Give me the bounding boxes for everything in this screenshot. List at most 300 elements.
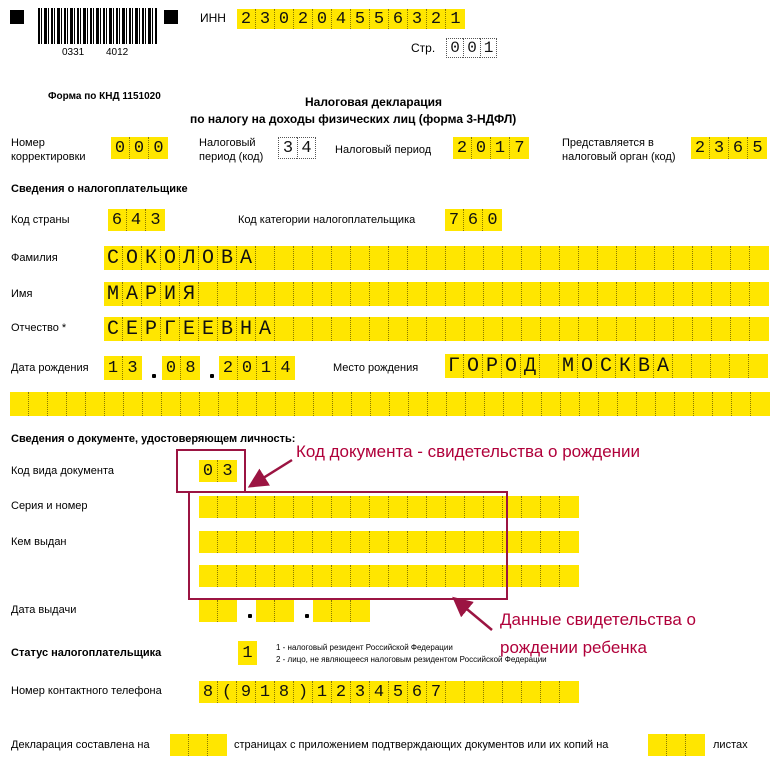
field-cell: 5 — [370, 9, 389, 29]
taxpayer-section-title: Сведения о налогоплательщике — [11, 183, 188, 195]
field-cell: О — [464, 354, 483, 378]
field-cell: 3 — [710, 137, 729, 159]
patronymic-label: Отчество * — [11, 322, 67, 334]
field-cell — [351, 317, 370, 341]
field-cell: 0 — [463, 38, 480, 58]
name-field[interactable] — [104, 282, 769, 306]
field-cell: Р — [142, 317, 161, 341]
field-cell: 5 — [351, 9, 370, 29]
field-cell — [541, 496, 560, 518]
field-cell — [466, 392, 485, 416]
field-cell — [29, 392, 48, 416]
correction-label-2: корректировки — [11, 151, 86, 163]
tax-period-label: Налоговый период — [335, 144, 432, 156]
field-cell: О — [199, 246, 218, 270]
field-cell — [238, 392, 257, 416]
field-cell: 7 — [427, 681, 446, 703]
field-cell: М — [104, 282, 123, 306]
issue-year-field[interactable] — [313, 600, 370, 622]
field-cell — [693, 282, 712, 306]
field-cell: В — [635, 354, 654, 378]
field-cell — [636, 246, 655, 270]
field-cell — [693, 246, 712, 270]
field-cell — [503, 317, 522, 341]
field-cell: 0 — [275, 9, 294, 29]
surname-field[interactable] — [104, 246, 769, 270]
phone-field[interactable] — [199, 681, 579, 703]
field-cell — [370, 246, 389, 270]
issue-month-field[interactable] — [256, 600, 294, 622]
field-cell: Е — [199, 317, 218, 341]
field-cell — [10, 392, 29, 416]
field-cell: Р — [483, 354, 502, 378]
field-cell — [465, 681, 484, 703]
field-cell — [561, 392, 580, 416]
field-cell: Н — [237, 317, 256, 341]
field-cell — [428, 392, 447, 416]
field-cell — [189, 734, 208, 756]
date-separator — [305, 614, 309, 618]
field-cell — [732, 392, 751, 416]
field-cell — [218, 282, 237, 306]
field-cell — [275, 600, 294, 622]
field-cell — [105, 392, 124, 416]
field-cell — [522, 681, 541, 703]
field-cell — [503, 282, 522, 306]
field-cell — [636, 282, 655, 306]
field-cell — [522, 565, 541, 587]
field-cell — [712, 282, 731, 306]
field-cell — [503, 681, 522, 703]
field-cell — [522, 531, 541, 553]
authority-label-1: Представляется в — [562, 137, 654, 149]
field-cell: 2 — [691, 137, 710, 159]
field-cell — [617, 317, 636, 341]
field-cell — [541, 282, 560, 306]
field-cell — [541, 681, 560, 703]
certificate-arrow — [456, 600, 492, 630]
field-cell — [181, 392, 200, 416]
field-cell — [351, 282, 370, 306]
footer-text-1: Декларация составлена на — [11, 739, 150, 751]
field-cell — [751, 392, 770, 416]
field-cell: 0 — [238, 356, 257, 380]
field-cell: 1 — [313, 681, 332, 703]
field-cell: 0 — [313, 9, 332, 29]
field-cell: 7 — [445, 209, 464, 231]
field-cell — [560, 531, 579, 553]
field-cell — [313, 246, 332, 270]
birth-day-field[interactable] — [104, 356, 142, 380]
field-cell — [694, 392, 713, 416]
field-cell: Г — [161, 317, 180, 341]
inn-label: ИНН — [200, 11, 226, 25]
category-code-label: Код категории налогоплательщика — [238, 214, 416, 226]
barcode — [38, 8, 158, 44]
status-note-2: 2 - лицо, не являющееся налоговым резидентом Российской Федерации — [276, 655, 547, 664]
field-cell — [560, 282, 579, 306]
field-cell — [598, 246, 617, 270]
country-code-field[interactable] — [108, 209, 165, 231]
issue-date-label: Дата выдачи — [11, 604, 77, 616]
field-cell — [427, 282, 446, 306]
field-cell — [541, 531, 560, 553]
field-cell — [599, 392, 618, 416]
period-code-field[interactable] — [278, 137, 316, 159]
field-cell: 2 — [294, 9, 313, 29]
field-cell — [294, 282, 313, 306]
issued-by-label: Кем выдан — [11, 536, 67, 548]
field-cell — [275, 317, 294, 341]
surname-label: Фамилия — [11, 252, 58, 264]
field-cell: 1 — [491, 137, 510, 159]
field-cell — [199, 600, 218, 622]
field-cell — [256, 282, 275, 306]
field-cell: 4 — [370, 681, 389, 703]
field-cell: А — [123, 282, 142, 306]
title-line-2: по налогу на доходы физических лиц (форма 3-НДФЛ) — [190, 112, 517, 126]
correction-field[interactable] — [111, 137, 168, 159]
field-cell: Е — [123, 317, 142, 341]
field-cell — [560, 496, 579, 518]
status-label: Статус налогоплательщика — [11, 647, 162, 659]
field-cell — [675, 392, 694, 416]
pages-count-field[interactable] — [170, 734, 227, 756]
field-cell: 6 — [464, 209, 483, 231]
field-cell — [332, 282, 351, 306]
field-cell: Д — [521, 354, 540, 378]
field-cell — [351, 246, 370, 270]
field-cell: 0 — [130, 137, 149, 159]
field-cell: 6 — [108, 209, 127, 231]
certificate-annotation-line-1: Данные свидетельства о — [500, 610, 696, 629]
field-cell: К — [142, 246, 161, 270]
field-cell — [447, 392, 466, 416]
field-cell: О — [161, 246, 180, 270]
field-cell: 1 — [104, 356, 123, 380]
barcode-right-number: 4012 — [106, 47, 129, 58]
field-cell — [617, 246, 636, 270]
field-cell — [332, 600, 351, 622]
field-cell — [332, 246, 351, 270]
field-cell — [673, 354, 692, 378]
field-cell: 2 — [427, 9, 446, 29]
field-cell: ( — [218, 681, 237, 703]
field-cell — [313, 282, 332, 306]
field-cell: Я — [180, 282, 199, 306]
field-cell — [427, 246, 446, 270]
field-cell — [218, 600, 237, 622]
field-cell: О — [578, 354, 597, 378]
field-cell: С — [597, 354, 616, 378]
field-cell: К — [616, 354, 635, 378]
certificate-annotation-line-2: рождении ребенка — [500, 638, 647, 657]
field-cell — [618, 392, 637, 416]
field-cell — [219, 392, 238, 416]
field-cell — [712, 246, 731, 270]
field-cell — [648, 734, 667, 756]
field-cell — [713, 392, 732, 416]
corner-marker-right — [164, 10, 178, 24]
birth-date-label: Дата рождения — [11, 362, 89, 374]
field-cell — [351, 600, 370, 622]
field-cell: 3 — [123, 356, 142, 380]
field-cell — [389, 282, 408, 306]
field-cell: В — [218, 246, 237, 270]
field-cell: 4 — [332, 9, 351, 29]
field-cell — [731, 317, 750, 341]
field-cell: 2 — [332, 681, 351, 703]
field-cell — [275, 246, 294, 270]
field-cell: ) — [294, 681, 313, 703]
correction-label-1: Номер — [11, 137, 45, 149]
field-cell — [540, 354, 559, 378]
field-cell: И — [161, 282, 180, 306]
birth-place-field-line-2[interactable] — [10, 392, 770, 416]
date-separator — [210, 374, 214, 378]
field-cell — [656, 392, 675, 416]
field-cell — [541, 317, 560, 341]
field-cell — [523, 392, 542, 416]
field-cell: 1 — [446, 9, 465, 29]
field-cell — [731, 282, 750, 306]
inn-field[interactable] — [237, 9, 465, 29]
field-cell — [674, 317, 693, 341]
phone-label: Номер контактного телефона — [11, 685, 162, 697]
field-cell: 0 — [162, 356, 181, 380]
name-label: Имя — [11, 288, 33, 300]
field-cell: Л — [180, 246, 199, 270]
field-cell — [560, 246, 579, 270]
field-cell: 2 — [237, 9, 256, 29]
status-field[interactable] — [238, 641, 257, 665]
field-cell — [408, 282, 427, 306]
field-cell — [580, 392, 599, 416]
field-cell — [712, 317, 731, 341]
field-cell — [674, 282, 693, 306]
country-code-label: Код страны — [11, 214, 70, 226]
category-code-field[interactable] — [445, 209, 502, 231]
field-cell: 6 — [389, 9, 408, 29]
field-cell — [560, 681, 579, 703]
field-cell: 2 — [219, 356, 238, 380]
field-cell: 1 — [480, 38, 497, 58]
field-cell: 0 — [111, 137, 130, 159]
field-cell — [667, 734, 686, 756]
field-cell — [143, 392, 162, 416]
field-cell: Е — [180, 317, 199, 341]
field-cell — [446, 246, 465, 270]
field-cell — [503, 246, 522, 270]
field-cell — [750, 282, 769, 306]
field-cell: 6 — [408, 681, 427, 703]
field-cell: С — [104, 246, 123, 270]
doc-code-highlight-frame — [176, 449, 246, 493]
field-cell — [389, 246, 408, 270]
field-cell — [579, 317, 598, 341]
field-cell — [731, 246, 750, 270]
document-section-title: Сведения о документе, удостоверяющем личность: — [11, 433, 296, 445]
field-cell — [750, 317, 769, 341]
field-cell — [162, 392, 181, 416]
field-cell: Р — [142, 282, 161, 306]
field-cell — [465, 282, 484, 306]
patronymic-field[interactable] — [104, 317, 769, 341]
field-cell — [655, 282, 674, 306]
field-cell — [294, 246, 313, 270]
field-cell — [711, 354, 730, 378]
authority-field[interactable] — [691, 137, 767, 159]
field-cell — [522, 496, 541, 518]
field-cell — [579, 282, 598, 306]
field-cell — [275, 282, 294, 306]
field-cell — [124, 392, 143, 416]
issue-day-field[interactable] — [199, 600, 237, 622]
doc-code-annotation: Код документа - свидетельства о рождении — [296, 442, 641, 461]
field-cell — [484, 246, 503, 270]
field-cell — [389, 317, 408, 341]
field-cell — [257, 392, 276, 416]
field-cell — [371, 392, 390, 416]
field-cell — [655, 317, 674, 341]
field-cell: А — [256, 317, 275, 341]
field-cell: 8 — [275, 681, 294, 703]
field-cell — [750, 246, 769, 270]
field-cell — [446, 282, 465, 306]
field-cell — [692, 354, 711, 378]
field-cell — [352, 392, 371, 416]
field-cell — [199, 282, 218, 306]
period-code-label-2: период (код) — [199, 151, 264, 163]
field-cell: А — [237, 246, 256, 270]
field-cell — [408, 246, 427, 270]
field-cell — [276, 392, 295, 416]
field-cell — [295, 392, 314, 416]
field-cell: 7 — [510, 137, 529, 159]
field-cell — [686, 734, 705, 756]
field-cell: О — [502, 354, 521, 378]
birth-place-label: Место рождения — [333, 362, 419, 374]
field-cell — [465, 246, 484, 270]
field-cell: 3 — [278, 137, 297, 159]
field-cell: С — [104, 317, 123, 341]
field-cell — [674, 246, 693, 270]
field-cell — [749, 354, 768, 378]
field-cell: 0 — [149, 137, 168, 159]
field-cell — [504, 392, 523, 416]
field-cell: 3 — [408, 9, 427, 29]
field-cell: 4 — [127, 209, 146, 231]
field-cell: 0 — [199, 460, 218, 482]
field-cell — [313, 317, 332, 341]
footer-text-3: листах — [713, 739, 748, 751]
field-cell — [560, 565, 579, 587]
field-cell: А — [654, 354, 673, 378]
page-number-field[interactable] — [446, 38, 497, 58]
field-cell — [617, 282, 636, 306]
field-cell — [446, 681, 465, 703]
field-cell — [484, 317, 503, 341]
barcode-left-number: 0331 — [62, 47, 85, 58]
tax-period-field[interactable] — [453, 137, 529, 159]
field-cell — [579, 246, 598, 270]
footer-text-2: страницах с приложением подтверждающих документов или их копий на — [234, 739, 609, 751]
field-cell — [730, 354, 749, 378]
field-cell: 6 — [729, 137, 748, 159]
field-cell: 5 — [748, 137, 767, 159]
field-cell: 8 — [181, 356, 200, 380]
field-cell — [332, 317, 351, 341]
status-note-1: 1 - налоговый резидент Российской Федерации — [276, 643, 453, 652]
field-cell: 4 — [276, 356, 295, 380]
field-cell — [237, 282, 256, 306]
doc-code-arrow — [252, 460, 292, 485]
field-cell — [314, 392, 333, 416]
sheets-count-field[interactable] — [648, 734, 705, 756]
field-cell: М — [559, 354, 578, 378]
field-cell — [560, 317, 579, 341]
field-cell: В — [218, 317, 237, 341]
field-cell — [598, 317, 617, 341]
field-cell — [408, 317, 427, 341]
field-cell — [484, 681, 503, 703]
corner-marker-left — [10, 10, 24, 24]
field-cell: 8 — [199, 681, 218, 703]
field-cell — [370, 317, 389, 341]
field-cell: О — [123, 246, 142, 270]
page-label: Стр. — [411, 41, 436, 55]
field-cell: 9 — [237, 681, 256, 703]
field-cell — [598, 282, 617, 306]
field-cell — [693, 317, 712, 341]
field-cell — [256, 600, 275, 622]
field-cell — [67, 392, 86, 416]
field-cell — [409, 392, 428, 416]
field-cell: 0 — [483, 209, 502, 231]
field-cell — [542, 392, 561, 416]
field-cell — [294, 317, 313, 341]
field-cell — [485, 392, 504, 416]
field-cell — [256, 246, 275, 270]
birth-month-field[interactable] — [162, 356, 200, 380]
field-cell: 3 — [351, 681, 370, 703]
birth-year-field[interactable] — [219, 356, 295, 380]
field-cell — [48, 392, 67, 416]
doc-code-label: Код вида документа — [11, 465, 114, 477]
field-cell: 3 — [218, 460, 237, 482]
field-cell — [541, 246, 560, 270]
field-cell — [446, 317, 465, 341]
field-cell: 0 — [472, 137, 491, 159]
field-cell: 5 — [389, 681, 408, 703]
field-cell — [522, 246, 541, 270]
field-cell — [522, 317, 541, 341]
field-cell — [370, 282, 389, 306]
field-cell: 1 — [257, 356, 276, 380]
certificate-highlight-frame — [188, 491, 508, 600]
field-cell: 3 — [146, 209, 165, 231]
knd-form-label: Форма по КНД 1151020 — [48, 91, 161, 102]
birth-place-field[interactable] — [445, 354, 768, 378]
field-cell — [655, 246, 674, 270]
field-cell — [522, 282, 541, 306]
date-separator — [248, 614, 252, 618]
field-cell: 3 — [256, 9, 275, 29]
field-cell — [170, 734, 189, 756]
field-cell — [484, 282, 503, 306]
field-cell: 1 — [256, 681, 275, 703]
field-cell — [427, 317, 446, 341]
